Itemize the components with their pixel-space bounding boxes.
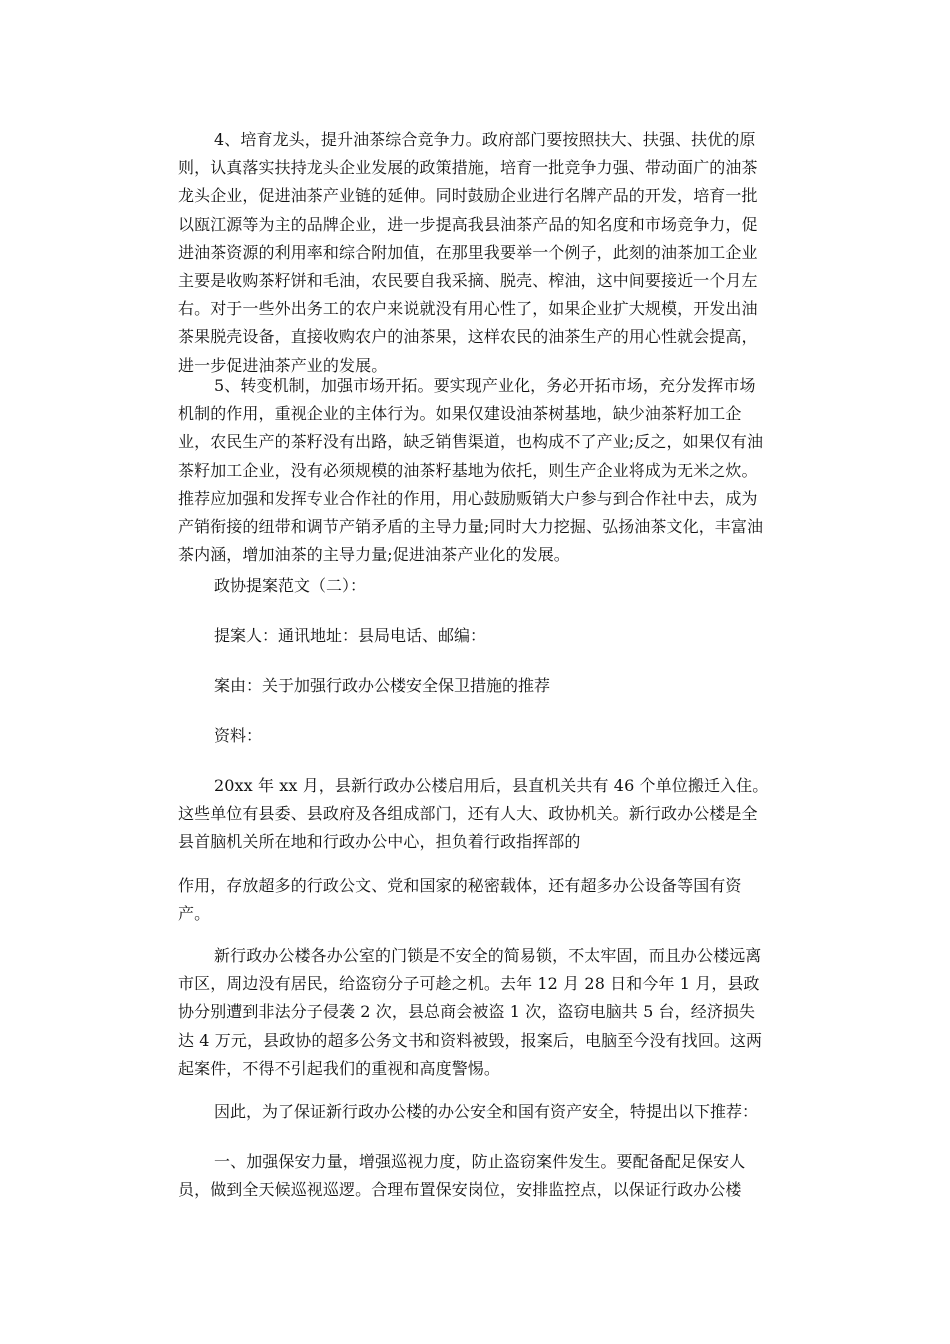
paragraph-office-relocation: 20xx 年 xx 月，县新行政办公楼启用后，县直机关共有 46 个单位搬迁入住。这些单位有县委、县政府及各组成部门，还有人大、政协机关。新行政办公楼是全县首脑机关所在地和行政办公中心，担负着行政指挥部的 <box>178 776 769 852</box>
case-subject: 案由：关于加强行政办公楼安全保卫措施的推荐 <box>214 676 551 695</box>
paragraph-cultivate-leaders: 4、培育龙头，提升油茶综合竞争力。政府部门要按照扶大、扶强、扶优的原则，认真落实扶持龙头企业发展的政策措施，培育一批竞争力强、带动面广的油茶龙头企业，促进油茶产业链的延伸。同时鼓励企业进行名牌产品的开发，培育一批以瓯江源等为主的品牌企业，进一步提高我县油茶产品的知名度和市场竞争力，促进油茶资源的利用率和综合附加值，在那里我要举一个例子，此刻的油茶加工企业主要是收购茶籽饼和毛油，农民要自我采摘、脱壳、榨油，这中间要接近一个月左右。对于一些外出务工的农户来说就没有用心性了，如果企业扩大规模，开发出油茶果脱壳设备，直接收购农户的油茶果，这样农民的油茶生产的用心性就会提高，进一步促进油茶产业的发展。 <box>178 130 758 375</box>
paragraph-recommendation-one: 一、加强保安力量，增强巡视力度，防止盗窃案件发生。要配备配足保安人员，做到全天候巡视巡逻。合理布置保安岗位，安排监控点，以保证行政办公楼 <box>178 1152 746 1200</box>
paragraph-function-assets: 作用，存放超多的行政公文、党和国家的秘密载体，还有超多办公设备等国有资产。 <box>178 876 742 924</box>
paragraph-security-incidents: 新行政办公楼各办公室的门锁是不安全的简易锁，不太牢固，而且办公楼远离市区，周边没有居民，给盗窃分子可趁之机。去年 12 月 28 日和今年 1 月，县政协分别遭到非法分子侵袭 2 次，县总商会被盗 1 次，盗窃电脑共 5 台，经济损失达 4 万元，县政协的超多公务文书和资料被毁，报案后，电脑至今没有找回。这两起案件，不得不引起我们的重视和高度警惕。 <box>178 946 763 1078</box>
paragraph-transform-mechanism: 5、转变机制，加强市场开拓。要实现产业化，务必开拓市场，充分发挥市场机制的作用，重视企业的主体行为。如果仅建设油茶树基地，缺少油茶籽加工企业，农民生产的茶籽没有出路，缺乏销售渠道，也构成不了产业;反之，如果仅有油茶籽加工企业，没有必须规模的油茶籽基地为依托，则生产企业将成为无米之炊。推荐应加强和发挥专业合作社的作用，用心鼓励贩销大户参与到合作社中去，成为产销衔接的纽带和调节产销矛盾的主导力量;同时大力挖掘、弘扬油茶文化，丰富油茶内涵，增加油茶的主导力量;促进油茶产业化的发展。 <box>178 376 764 565</box>
proposer-info: 提案人：通讯地址：县局电话、邮编： <box>214 626 487 645</box>
paragraph-recommendations-intro: 因此，为了保证新行政办公楼的办公安全和国有资产安全，特提出以下推荐： <box>214 1102 759 1121</box>
materials-label: 资料： <box>214 726 263 745</box>
section-heading-sample-two: 政协提案范文（二）： <box>214 576 367 595</box>
